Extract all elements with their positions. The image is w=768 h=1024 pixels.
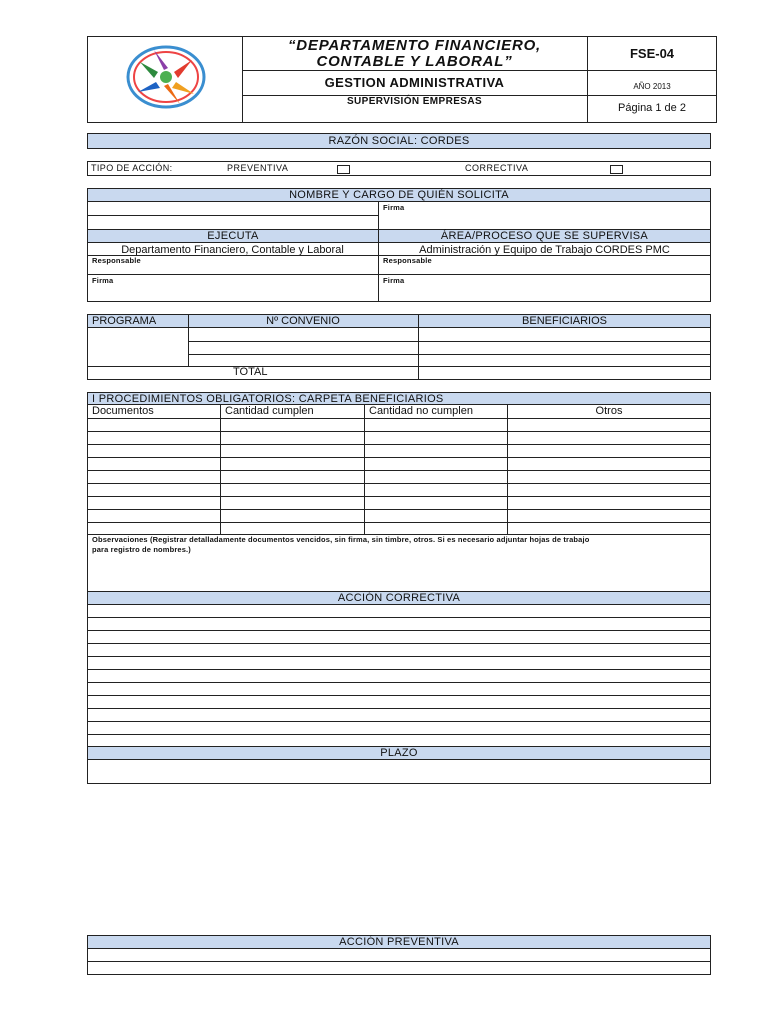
ejecuta-header-label: EJECUTA [207,230,259,242]
department-title-line1: “DEPARTAMENTO FINANCIERO, [287,37,542,54]
page-number: Página 1 de 2 [618,102,686,114]
plazo-label: PLAZO [380,747,418,759]
total-label: TOTAL [233,366,268,378]
solicita-firma-label: Firma [383,203,405,212]
solicita-header-label: NOMBRE Y CARGO DE QUIÉN SOLICITA [289,189,509,201]
otros-col-label: Otros [595,405,623,417]
razon-social-label: RAZÓN SOCIAL: CORDES [328,135,470,147]
area-header-label: ÁREA/PROCESO QUE SE SUPERVISA [440,230,649,242]
area-header [378,229,711,243]
form-subtitle: GESTION ADMINISTRATIVA [324,75,505,90]
cantidad-no-cumplen-col-label: Cantidad no cumplen [369,405,473,417]
beneficiarios-col-label: BENEFICIARIOS [522,315,607,327]
cantidad-cumplen-col-label: Cantidad cumplen [225,405,314,417]
form-code: FSE-04 [629,46,675,61]
programa-col-label: PROGRAMA [92,315,157,327]
ejecuta-responsable-label: Responsable [92,256,141,265]
area-firma-label: Firma [383,276,405,285]
preventiva-checkbox[interactable] [337,165,350,174]
area-value: Administración y Equipo de Trabajo CORDES PMC [419,244,670,256]
department-title-line2: CONTABLE Y LABORAL” [316,53,513,70]
plazo-header [87,746,711,760]
tipo-accion-label: TIPO DE ACCIÓN: [91,163,173,173]
company-logo [124,42,208,112]
correctiva-label: CORRECTIVA [465,163,529,173]
observaciones-text: Observaciones (Registrar detalladamente documentos vencidos, sin firma, sin timbre, otros. Si es necesario adjuntar hojas de trabajo [92,535,590,544]
razon-social-band [87,133,711,149]
accion-preventiva-label: ACCIÓN PREVENTIVA [339,936,459,948]
form-subtitle2: SUPERVISIÓN EMPRESAS [346,96,483,107]
area-responsable-label: Responsable [383,256,432,265]
ejecuta-firma-label: Firma [92,276,114,285]
correctiva-checkbox[interactable] [610,165,623,174]
documentos-col-label: Documentos [92,405,154,417]
observaciones-text-line2: para registro de nombres.) [92,545,191,554]
accion-correctiva-label: ACCIÓN CORRECTIVA [337,592,461,604]
accion-correctiva-header [87,591,711,605]
procedimientos-header-label: I PROCEDIMIENTOS OBLIGATORIOS: CARPETA BENEFICIARIOS [92,392,444,405]
form-year: AÑO 2013 [633,82,671,91]
convenio-col-label: Nº CONVENIO [266,315,340,327]
solicita-header [87,188,711,202]
accion-preventiva-header [87,935,711,949]
procedimientos-table [87,392,711,592]
ejecuta-header [87,229,379,243]
preventiva-label: PREVENTIVA [227,163,289,173]
procedimientos-header [87,392,711,405]
ejecuta-value: Departamento Financiero, Contable y Laboral [121,244,344,256]
